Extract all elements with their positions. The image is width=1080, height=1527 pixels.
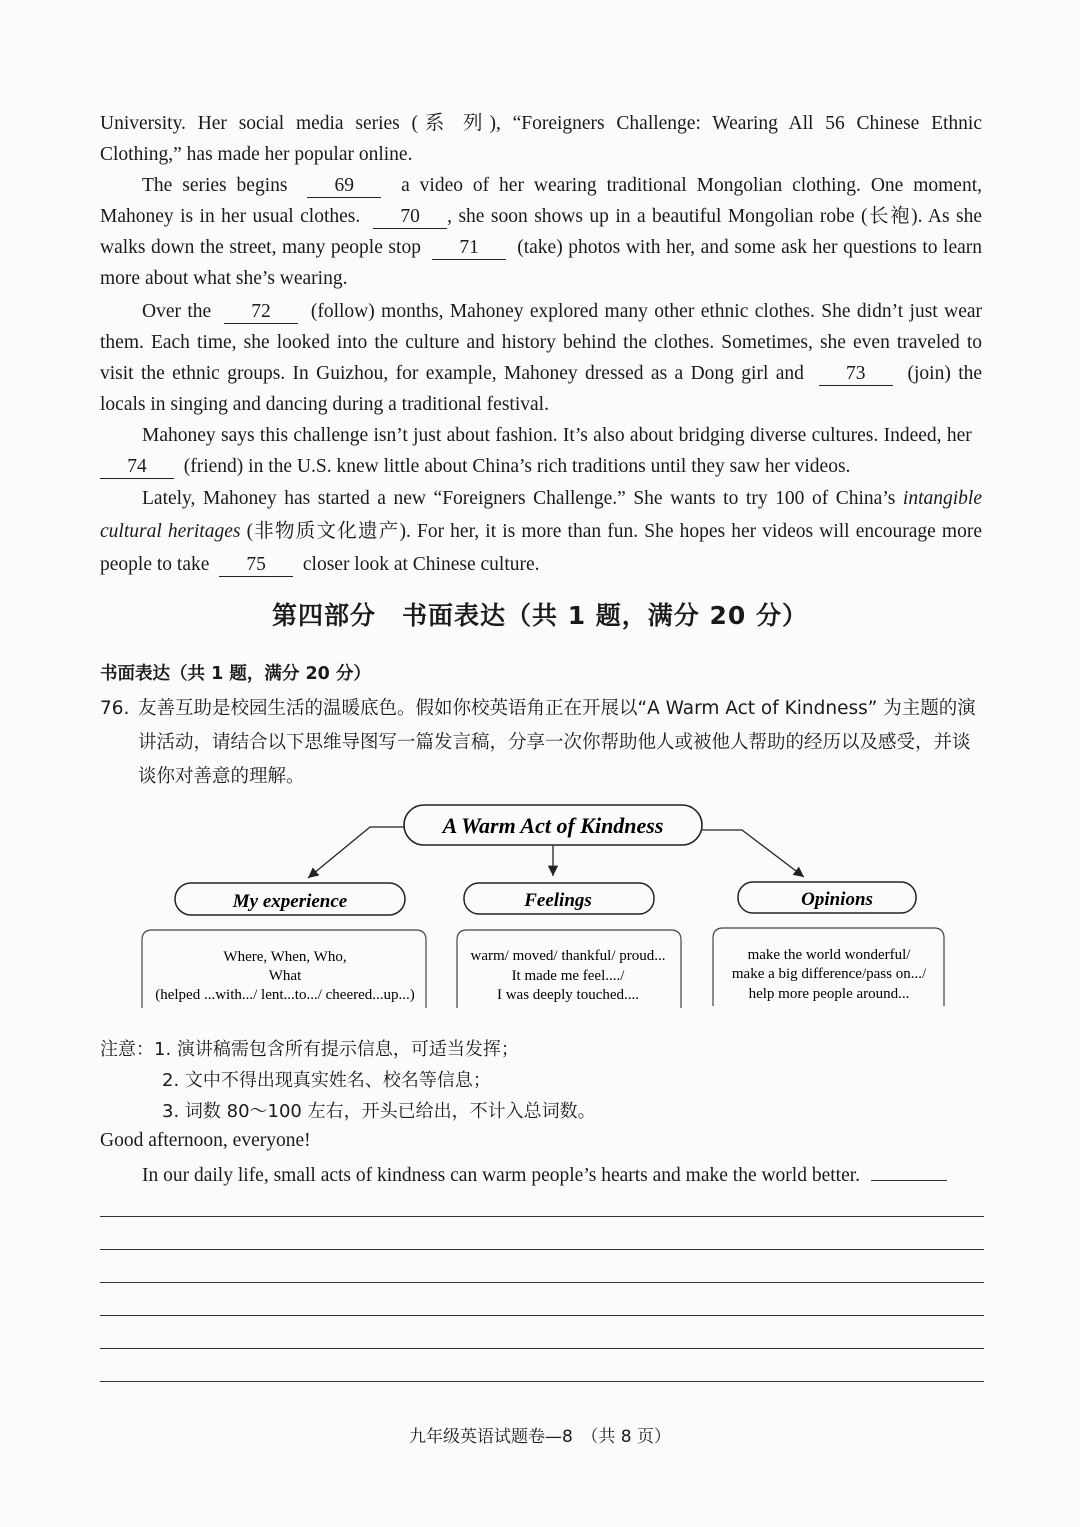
answer-line[interactable] <box>100 1381 984 1382</box>
detail-line: What <box>268 968 302 984</box>
section-title: 第四部分 书面表达（共 1 题，满分 20 分） <box>271 601 808 630</box>
connector-left <box>308 827 404 878</box>
detail-line: I was deeply touched.... <box>496 987 640 1003</box>
blank-75[interactable]: 75 <box>219 554 293 577</box>
question-76 <box>100 692 984 794</box>
passage-text: Mahoney says this challenge isn’t just about fashion. It’s also about bridging diverse cultures. Indeed, her <box>142 425 972 446</box>
passage-text: Lately, Mahoney has started a new “Foreigners Challenge.” She wants to try 100 of China’s <box>142 488 896 509</box>
detail-line: help more people around... <box>748 986 910 1002</box>
answer-line[interactable] <box>100 1315 984 1316</box>
mind-map-center-label: A Warm Act of Kindness <box>442 813 664 838</box>
answer-line[interactable] <box>100 1348 984 1349</box>
passage-text: closer look at Chinese culture. <box>302 554 540 575</box>
passage-text: Over the <box>142 301 212 322</box>
opening-sentence-row <box>100 1162 984 1187</box>
passage-text: a video of her wearing traditional Mongolian clothing. One moment, Mahoney is in her usual clothes. <box>100 175 983 227</box>
mind-map <box>130 800 960 1015</box>
blank-73[interactable]: 73 <box>819 363 893 386</box>
passage-paragraph-1 <box>100 170 982 294</box>
greeting: Good afternoon, everyone! <box>100 1130 311 1151</box>
passage-paragraph-2 <box>100 296 982 420</box>
blank-69[interactable]: 69 <box>307 175 381 198</box>
notes-label: 注意： <box>100 1039 154 1060</box>
answer-line[interactable] <box>100 1282 984 1283</box>
note-item: 1. 演讲稿需包含所有提示信息，可适当发挥； <box>154 1039 519 1060</box>
branch-label-experience: My experience <box>232 891 348 912</box>
passage-italic-term: intangible cultural heritages <box>100 488 982 542</box>
detail-line: Where, When, Who, <box>223 949 347 965</box>
opening-sentence: In our daily life, small acts of kindness can warm people’s hearts and make the world better. <box>142 1165 861 1186</box>
notes <box>100 1034 980 1127</box>
question-number: 76. <box>100 698 130 719</box>
passage-paragraph-0 <box>100 108 982 170</box>
note-row <box>100 1034 980 1065</box>
branch-label-feelings: Feelings <box>524 890 592 911</box>
passage-text: (非物质文化遗产). For her, it is more than fun. She hopes her videos will encourage more people to take <box>100 521 982 575</box>
answer-line[interactable] <box>100 1216 984 1217</box>
detail-line: (helped ...with.../ lent...to.../ cheered...up...) <box>155 987 415 1003</box>
passage-text: The series begins <box>142 175 288 196</box>
note-item: 3. 词数 80～100 左右，开头已给出，不计入总词数。 <box>162 1101 596 1122</box>
passage-paragraph-4 <box>100 482 982 581</box>
detail-line: make the world wonderful/ <box>747 947 911 963</box>
passage-text: , she soon shows up in a beautiful Mongolian robe (长袍). As she walks down the street, many people stop <box>100 206 983 258</box>
answer-line[interactable] <box>100 1249 984 1250</box>
blank-71[interactable]: 71 <box>432 237 506 260</box>
passage-text: (join) the locals in singing and dancing during a traditional festival. <box>100 363 983 415</box>
detail-line: It made me feel..../ <box>511 968 625 984</box>
passage-text: (friend) in the U.S. knew little about China’s rich traditions until they saw her videos. <box>183 456 851 477</box>
connector-right <box>702 830 804 877</box>
passage-line: Clothing,” has made her popular online. <box>100 144 413 165</box>
detail-line: make a big difference/pass on.../ <box>731 966 927 982</box>
question-prompt: 友善互助是校园生活的温暖底色。假如你校英语角正在开展以“A Warm Act of Kindness” 为主题的演讲活动，请结合以下思维导图写一篇发言稿，分享一次你帮助他人或被他人帮助的经历以及感受，并谈谈你对善意的理解。 <box>138 698 976 787</box>
page-footer: 九年级英语试题卷—8 （共 8 页） <box>409 1427 671 1447</box>
blank-74[interactable]: 74 <box>100 456 174 479</box>
blank-72[interactable]: 72 <box>224 301 298 324</box>
passage-line: University. Her social media series (系 列), “Foreigners Challenge: Wearing All 56 Chinese Ethnic <box>100 113 982 134</box>
branch-label-opinions: Opinions <box>801 889 873 910</box>
blank-70[interactable]: 70 <box>373 206 447 229</box>
note-item: 2. 文中不得出现真实姓名、校名等信息； <box>162 1070 491 1091</box>
passage-text: (take) photos with her, and some ask her questions to learn more about what she’s wearing. <box>100 237 983 289</box>
passage-paragraph-3 <box>100 420 982 482</box>
answer-blank-start[interactable] <box>871 1162 947 1181</box>
section-sub-heading: 书面表达（共 1 题，满分 20 分） <box>100 664 371 684</box>
detail-line: warm/ moved/ thankful/ proud... <box>470 948 666 964</box>
passage-text: (follow) months, Mahoney explored many other ethnic clothes. She didn’t just wear them. Each time, she looked into the culture and history behind the clothes. Sometimes, she even traveled to visit the ethnic groups. In Guizhou, for example, Mahoney dressed as a Dong girl and <box>100 301 983 384</box>
